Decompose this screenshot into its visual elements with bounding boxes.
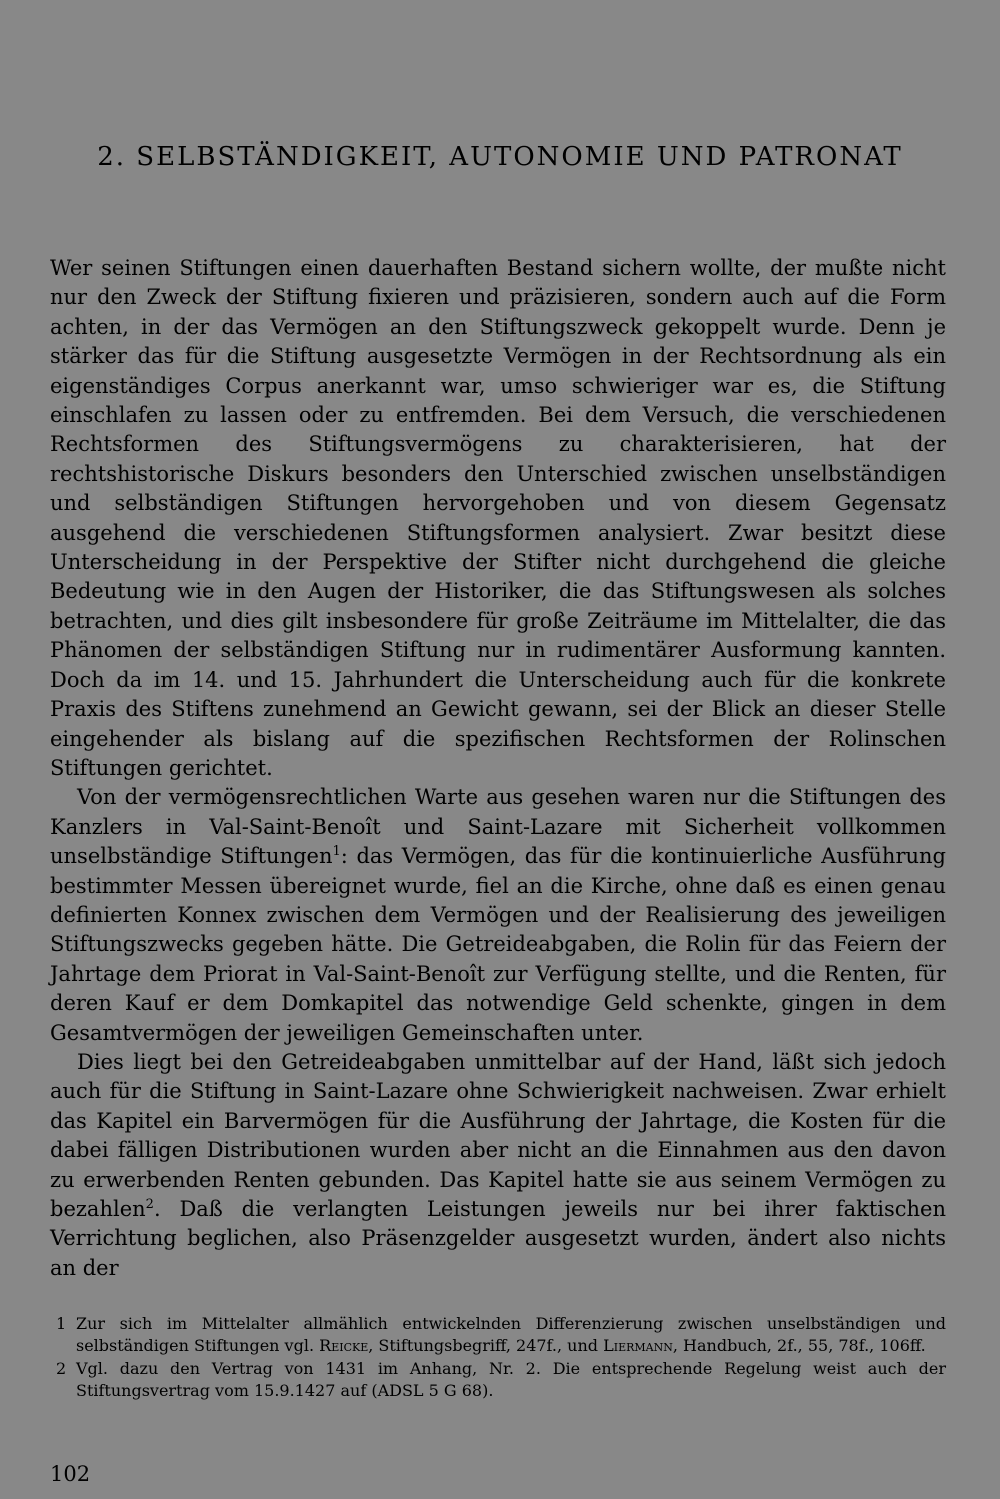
footnote-2-text: Vgl. dazu den Vertrag von 1431 im Anhang, Nr. 2. Die entsprechende Regelung weist auch der Stiftungsvertrag vom 15.9.1427 auf (ADSL 5 G 68). <box>76 1359 946 1400</box>
paragraph-3-text-a: Dies liegt bei den Getreideabgaben unmittelbar auf der Hand, läßt sich jedoch auch für die Stiftung in Saint-Lazare ohne Schwierigkeit nachweisen. Zwar erhielt das Kapitel ein Barvermögen für die Ausführung der Jahrtage, die Kosten für die dabei fälligen Distributionen wurden aber nicht an die Einnahmen aus den davon zu erwerbenden Renten gebunden. Das Kapitel hatte sie aus seinem Vermögen zu bezahlen <box>50 1049 946 1221</box>
paragraph-2-text-a: Von der vermögensrechtlichen Warte aus gesehen waren nur die Stiftungen des Kanzlers in Val-Saint-Benoît und Saint-Lazare mit Sicherheit vollkommen unselbständige Stiftungen <box>50 785 946 869</box>
footnote-1-author-a: Reicke <box>319 1335 369 1355</box>
body-text <box>50 254 946 1283</box>
footnote-1 <box>50 1313 946 1356</box>
footnotes <box>50 1313 946 1403</box>
footnote-1-text-a: Zur sich im Mittelalter allmählich entwickelnden Differenzierung zwischen unselbständigen und selbständigen Stiftungen vgl. <box>76 1314 946 1355</box>
footnote-number: 1 <box>56 1314 67 1333</box>
footnote-reference-1[interactable]: 1 <box>332 844 341 860</box>
footnote-1-author-b: Liermann <box>603 1335 673 1355</box>
footnote-reference-2[interactable]: 2 <box>145 1197 154 1212</box>
footnote-1-text-b: , Stiftungsbegriff, 247f., und <box>368 1335 599 1355</box>
footnote-1-text-c: , Handbuch, 2f., 55, 78f., 106ff. <box>672 1335 926 1355</box>
paragraph-3 <box>50 1048 946 1283</box>
paragraph-2 <box>50 783 946 1048</box>
paragraph-2-text-b: : das Vermögen, das für die kontinuierliche Ausführung bestimmter Messen übereignet wurde, fiel an die Kirche, ohne daß es einen genau definierten Konnex zwischen dem Vermögen und der Realisierung des jeweiligen Stiftungszwecks gegeben hätte. Die Getreideabgaben, die Rolin für das Feiern der Jahrtage dem Priorat in Val-Saint-Benoît zur Verfügung stellte, und die Renten, für deren Kauf er dem Domkapitel das notwendige Geld schenkte, gingen in dem Gesamtvermögen der jeweiligen Gemeinschaften unter. <box>50 844 946 1045</box>
footnote-2 <box>50 1358 946 1401</box>
footnote-number: 2 <box>56 1359 67 1378</box>
chapter-heading: 2. SELBSTÄNDIGKEIT, AUTONOMIE UND PATRONAT <box>97 142 903 172</box>
page-number: 102 <box>50 1462 91 1486</box>
paragraph-3-text-b: . Daß die verlangten Leistungen jeweils nur bei ihrer faktischen Verrichtung beglichen, also Präsenzgelder ausgesetzt wurden, ändert also nichts an der <box>50 1197 946 1280</box>
paragraph-1: Wer seinen Stiftungen einen dauerhaften Bestand sichern wollte, der mußte nicht nur den Zweck der Stiftung fixieren und präzisieren, sondern auch auf die Form achten, in der das Vermögen an den Stiftungszweck gekoppelt wurde. Denn je stärker das für die Stiftung ausgesetzte Vermögen in der Rechtsordnung als ein eigenständiges Corpus anerkannt war, umso schwieriger war es, die Stiftung einschlafen zu lassen oder zu entfremden. Bei dem Versuch, die verschiedenen Rechtsformen des Stiftungsvermögens zu charakterisieren, hat der rechtshistorische Diskurs besonders den Unterschied zwischen unselbständigen und selbständigen Stiftungen hervorgehoben und von diesem Gegensatz ausgehend die verschiedenen Stiftungsformen analysiert. Zwar besitzt diese Unterscheidung in der Perspektive der Stifter nicht durchgehend die gleiche Bedeutung wie in den Augen der Historiker, die das Stiftungswesen als solches betrachten, und dies gilt insbesondere für große Zeiträume im Mittelalter, die das Phänomen der selbständigen Stiftung nur in rudimentärer Ausformung kannten. Doch da im 14. und 15. Jahrhundert die Unterscheidung auch für die konkrete Praxis des Stiftens zunehmend an Gewicht gewann, sei der Blick an dieser Stelle eingehender als bislang auf die spezifischen Rechtsformen der Rolinschen Stiftungen gerichtet. <box>50 256 946 780</box>
